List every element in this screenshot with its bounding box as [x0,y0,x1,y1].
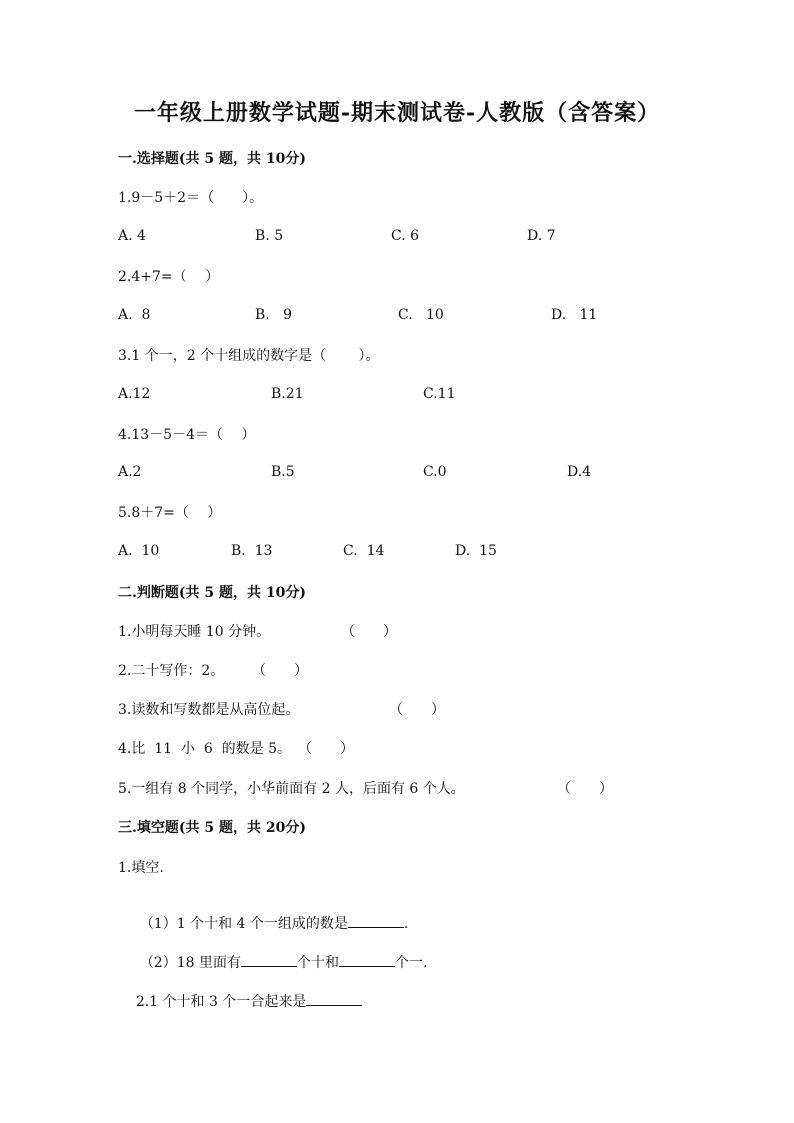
question-stem: 2.二十写作：2。 [118,663,229,679]
answer-paren: （ ） [298,741,354,757]
option-d: D. 11 [551,307,598,323]
option-c: C. 14 [343,543,385,559]
option-b: B. 9 [255,307,292,323]
question-stem: 4.比 11 小 6 的数是 5。 [118,741,292,757]
answer-blank[interactable] [348,913,404,928]
answer-blank[interactable] [339,952,395,967]
question-stem: 3.读数和写数都是从高位起。 [118,702,300,718]
question-stem: 1.填空. [118,860,164,876]
option-c: C. 10 [398,307,444,323]
option-d: D. 15 [455,543,497,559]
fill-question [118,975,362,1027]
option-b: B.5 [271,464,295,480]
option-b: B.21 [271,386,304,402]
question-mid: 个十和 [296,955,339,971]
option-d: D. 7 [527,228,556,244]
question-stem: 5.8＋7=（ ） [118,505,222,521]
answer-paren: （ ） [252,663,308,679]
option-a: A. 10 [118,543,160,559]
option-d: D.4 [567,464,592,480]
answer-paren: （ ） [557,781,613,797]
option-c: C.11 [423,386,456,402]
option-c: C.0 [423,464,447,480]
question-stem: （1）1 个十和 4 个一组成的数是 [139,916,348,932]
question-stem: 2.1 个十和 3 个一合起来是 [135,994,307,1010]
option-a: A.2 [118,464,142,480]
question-stem: 1.9－5＋2＝（ ）。 [118,190,264,206]
question-tail: . [403,916,409,932]
section-heading-judge: 二.判断题(共 5 题，共 10分) [118,585,306,601]
option-a: A. 8 [118,307,151,323]
question-stem: 1.小明每天睡 10 分钟。 [118,624,271,640]
answer-paren: （ ） [341,624,397,640]
answer-paren: （ ） [389,702,445,718]
option-b: B. 5 [255,228,284,244]
question-tail: 个一. [394,955,428,971]
question-stem: 2.4+7=（ ） [118,269,220,285]
answer-blank[interactable] [306,991,362,1006]
question-stem: 4.13－5－4＝（ ） [118,427,256,443]
option-c: C. 6 [391,228,420,244]
question-stem: （2）18 里面有 [139,955,241,971]
option-b: B. 13 [231,543,273,559]
answer-blank[interactable] [241,952,297,967]
page-title: 一年级上册数学试题-期末测试卷-人教版（含答案） [133,100,661,126]
section-heading-fill: 三.填空题(共 5 题，共 20分) [118,820,306,836]
section-heading-choice: 一.选择题(共 5 题，共 10分) [118,151,306,167]
option-a: A.12 [118,386,151,402]
option-a: A. 4 [118,228,146,244]
question-stem: 5.一组有 8 个同学，小华前面有 2 人，后面有 6 个人。 [118,781,465,797]
question-stem: 3.1 个一，2 个十组成的数字是（ ）。 [118,348,380,364]
